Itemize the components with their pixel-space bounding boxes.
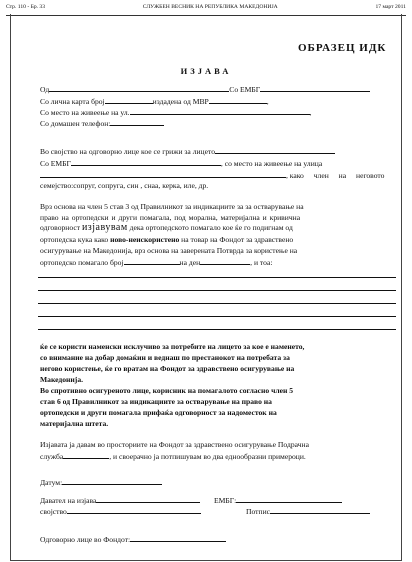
blank-line-3[interactable]	[38, 303, 396, 304]
blank-line-2[interactable]	[38, 290, 396, 291]
signature-line: Потпис	[246, 506, 370, 516]
applicant-from-line: Од Со ЕМБГ	[40, 84, 370, 94]
residence-field[interactable]	[130, 107, 310, 115]
closing-line-1: Изјавата ја давам во просториите на Фондот за здравствено осигурување Подрачна	[40, 440, 309, 449]
closing-line-2: служба , и своерачно ја потпишувам во два едноoбразни примероци.	[40, 452, 306, 461]
guardian-line-3: , како член на неговото	[40, 170, 384, 180]
blank-line-5[interactable]	[38, 329, 396, 330]
applicant-phone-line: Со домашен телефон:	[40, 118, 164, 128]
guardian-line-1: Во својство на одговорно лице кое се грижи за лицето	[40, 146, 335, 156]
p1-line-5: осигурување на Македонија, врз основа на заверената Потврда за користење на	[40, 246, 298, 255]
capacity-line: својство	[40, 506, 201, 516]
branch-field[interactable]	[63, 451, 109, 459]
bold-line-8: материјална штета.	[40, 419, 109, 428]
guardian-person-field[interactable]	[215, 146, 335, 154]
fund-official-field[interactable]	[130, 534, 226, 542]
giver-field[interactable]	[96, 495, 200, 503]
guardian-family-line: семејство:сопруг, сопруга, син , снаа, керка, иле, др.	[40, 181, 209, 190]
bold-line-7: ортопедски и други помагала прифаќа одговорност за надоместок на	[40, 408, 277, 417]
embg-field[interactable]	[260, 84, 370, 92]
date-field[interactable]	[62, 477, 162, 485]
bold-line-1: ќе се користи наменски исклучиво за потребите на лицето за кое е наменето,	[40, 342, 305, 351]
p1-line-4: ортопедска кука како ново-неискористено на товар на Фондот за здравствено	[40, 235, 294, 244]
header-journal-name: СЛУЖБЕН ВЕСНИК НА РЕПУБЛИКА МАКЕДОНИЈА	[142, 4, 278, 10]
giver-embg-line: ЕМБГ:	[214, 495, 342, 505]
giver-line: Давател на изјава	[40, 495, 200, 505]
header-page-number: Стр. 110 - Бр. 33	[6, 4, 46, 10]
bold-line-3: негово користење, ќе го вратам на Фондот за здравствено осигурување на	[40, 364, 295, 373]
issued-field[interactable]	[209, 96, 267, 104]
aid-date-field[interactable]	[200, 257, 250, 265]
bold-line-5: Во спротивно осигуреното лице, корисник на помагалото согласно член 5	[40, 386, 294, 395]
applicant-residence-line: Со место на живеење на ул. ,	[40, 108, 312, 117]
signature-field[interactable]	[270, 506, 370, 514]
phone-field[interactable]	[110, 118, 164, 126]
fund-official-line: Одговорно лице во Фондот:	[40, 534, 226, 544]
bold-line-6: став 6 од Правилникот за индикациите за остварување на право на	[40, 397, 272, 406]
blank-line-4[interactable]	[38, 316, 396, 317]
bold-line-2: со внимание на добар домаќин и веднаш по престанокот на потребата за	[40, 353, 290, 362]
p1-line-6: ортопедско помагало број на ден , и тоа:	[40, 258, 273, 267]
p1-line-3: одговорност изјавувам дека ортопедското помагало кое ќе го подигнам од	[40, 222, 293, 233]
applicant-idcard-line: Со лична карта број издадена од МВР ,	[40, 97, 269, 106]
header-date: 17 март 2011	[375, 4, 406, 10]
from-field[interactable]	[49, 84, 229, 92]
giver-embg-field[interactable]	[236, 495, 342, 503]
idcard-field[interactable]	[105, 96, 153, 104]
form-title: ИЗЈАВА	[180, 66, 232, 76]
blank-line-1[interactable]	[38, 277, 396, 278]
capacity-field[interactable]	[67, 506, 201, 514]
p1-line-1: Врз основа на член 5 став 3 од Правилникот за индикациите за за остварување на	[40, 202, 304, 211]
aid-number-field[interactable]	[124, 257, 180, 265]
p1-line-2: право на ортопедски и други помагала, под морална, материјална и кривична	[40, 213, 301, 222]
date-line: Датум:	[40, 477, 162, 487]
guardian-street-field[interactable]	[40, 170, 286, 178]
guardian-embg-field[interactable]	[71, 158, 221, 166]
guardian-line-2: Со ЕМБГ , со место на живеење на улица	[40, 159, 323, 168]
form-code: ОБРАЗЕЦ ИДК	[298, 42, 387, 54]
bold-line-4: Македонија.	[40, 375, 84, 384]
